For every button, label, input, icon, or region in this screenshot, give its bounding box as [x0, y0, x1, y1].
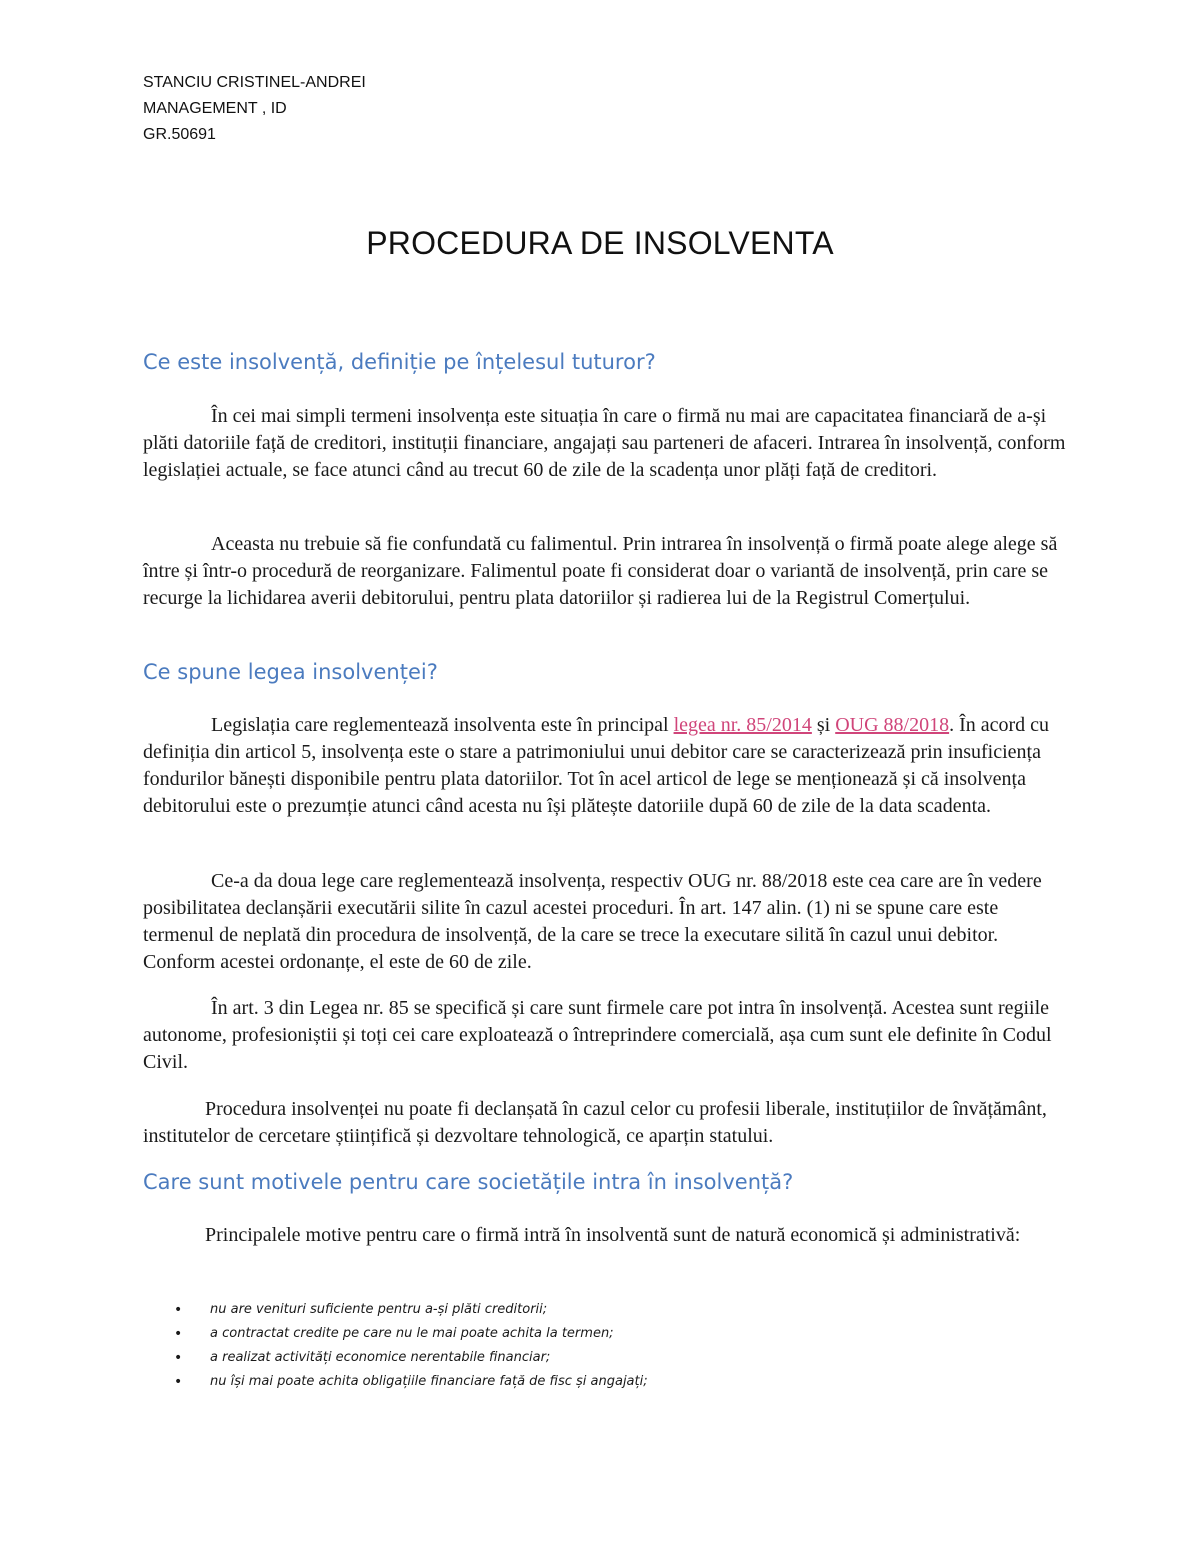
list-item-text: a contractat credite pe care nu le mai poate achita la termen;	[210, 1326, 614, 1341]
group-number: GR.50691	[143, 126, 216, 143]
paragraph-legislation	[143, 712, 1068, 820]
bullet-icon: •	[174, 1302, 183, 1318]
paragraph-reasons-text: Principalele motive pentru care o firmă intră în insolventă sunt de natură economică și administrativă:	[205, 1224, 1021, 1246]
section-heading-definition: Ce este insolvență, definiție pe înțelesul tuturor?	[143, 350, 656, 374]
section-heading-reasons: Care sunt motivele pentru care societățile intra în insolvență?	[143, 1170, 794, 1194]
list-item	[170, 1322, 648, 1346]
law-85-2014-link[interactable]: legea nr. 85/2014	[673, 714, 812, 736]
legislation-text-end: . În acord cu definiția din articol 5, insolvența este o stare a patrimoniului unui debitor care se caracterizează prin insuficiența fondurilor bănești disponibile pentru plata datoriilor. Tot în acel articol de lege se menționează și că insolvența debitorului este o prezumție atunci când acesta nu își plătește datoriile după 60 de zile de la data scadenta.	[143, 714, 1050, 817]
paragraph-faliment-text: Aceasta nu trebuie să fie confundată cu falimentul. Prin intrarea în insolvență o firmă poate alege alege să între și într-o procedură de reorganizare. Falimentul poate fi considerat doar o variantă de insolvență, prin care se recurge la lichidarea averii debitorului, pentru plata datoriilor și radierea lui de la Registrul Comerțului.	[143, 533, 1058, 609]
paragraph-art3-text: În art. 3 din Legea nr. 85 se specifică și care sunt firmele care pot intra în insolvență. Acestea sunt regiile autonome, profesioniștii și toți cei care exploatează o întreprindere comercială, așa cum sunt ele definite în Codul Civil.	[143, 997, 1052, 1073]
paragraph-second-law-text: Ce-a da doua lege care reglementează insolvența, respectiv OUG nr. 88/2018 este cea care are în vedere posibilitatea declanșării executării silite în cazul acestei proceduri. În art. 147 alin. (1) ni se spune care este termenul de neplată din procedura de insolvență, de la care se trece la executare silită în cazul unui debitor. Conform acestei ordonanțe, el este de 60 de zile.	[143, 870, 1042, 973]
legislation-text-mid: și	[811, 714, 836, 736]
author-name: STANCIU CRISTINEL-ANDREI	[143, 74, 366, 91]
document-title: PROCEDURA DE INSOLVENTA	[366, 225, 834, 261]
author-header	[143, 70, 366, 148]
list-item	[170, 1346, 648, 1370]
section-heading-law: Ce spune legea insolvenței?	[143, 660, 438, 684]
paragraph-definition-text: În cei mai simpli termeni insolvența este situația în care o firmă nu mai are capacitatea financiară de a-și plăti datoriile față de creditori, instituții financiare, angajați sau parteneri de afaceri. Intrarea în insolvență, conform legislației actuale, se face atunci când au trecut 60 de zile de la scadența unor plăți față de creditori.	[143, 405, 1066, 481]
paragraph-faliment	[143, 531, 1068, 612]
bullet-icon: •	[174, 1326, 183, 1342]
paragraph-exceptions	[143, 1096, 1068, 1150]
bullet-icon: •	[174, 1374, 183, 1390]
paragraph-reasons	[143, 1222, 1068, 1249]
paragraph-art3	[143, 995, 1068, 1076]
oug-88-2018-link[interactable]: OUG 88/2018	[835, 714, 950, 736]
reasons-list	[170, 1298, 648, 1394]
study-program: MANAGEMENT , ID	[143, 100, 287, 117]
list-item	[170, 1298, 648, 1322]
list-item	[170, 1370, 648, 1394]
list-item-text: nu are venituri suficiente pentru a-și plăti creditorii;	[210, 1302, 548, 1317]
paragraph-definition	[143, 403, 1068, 484]
list-item-text: nu își mai poate achita obligațiile financiare față de fisc și angajați;	[210, 1374, 648, 1389]
paragraph-second-law	[143, 868, 1068, 976]
bullet-icon: •	[174, 1350, 183, 1366]
list-item-text: a realizat activități economice nerentabile financiar;	[210, 1350, 551, 1365]
legislation-text-start: Legislația care reglementează insolventa este în principal	[211, 714, 674, 736]
paragraph-exceptions-text: Procedura insolvenței nu poate fi declanșată în cazul celor cu profesii liberale, instituțiilor de învățământ, institutelor de cercetare științifică și dezvoltare tehnologică, ce aparțin statului.	[143, 1098, 1047, 1147]
